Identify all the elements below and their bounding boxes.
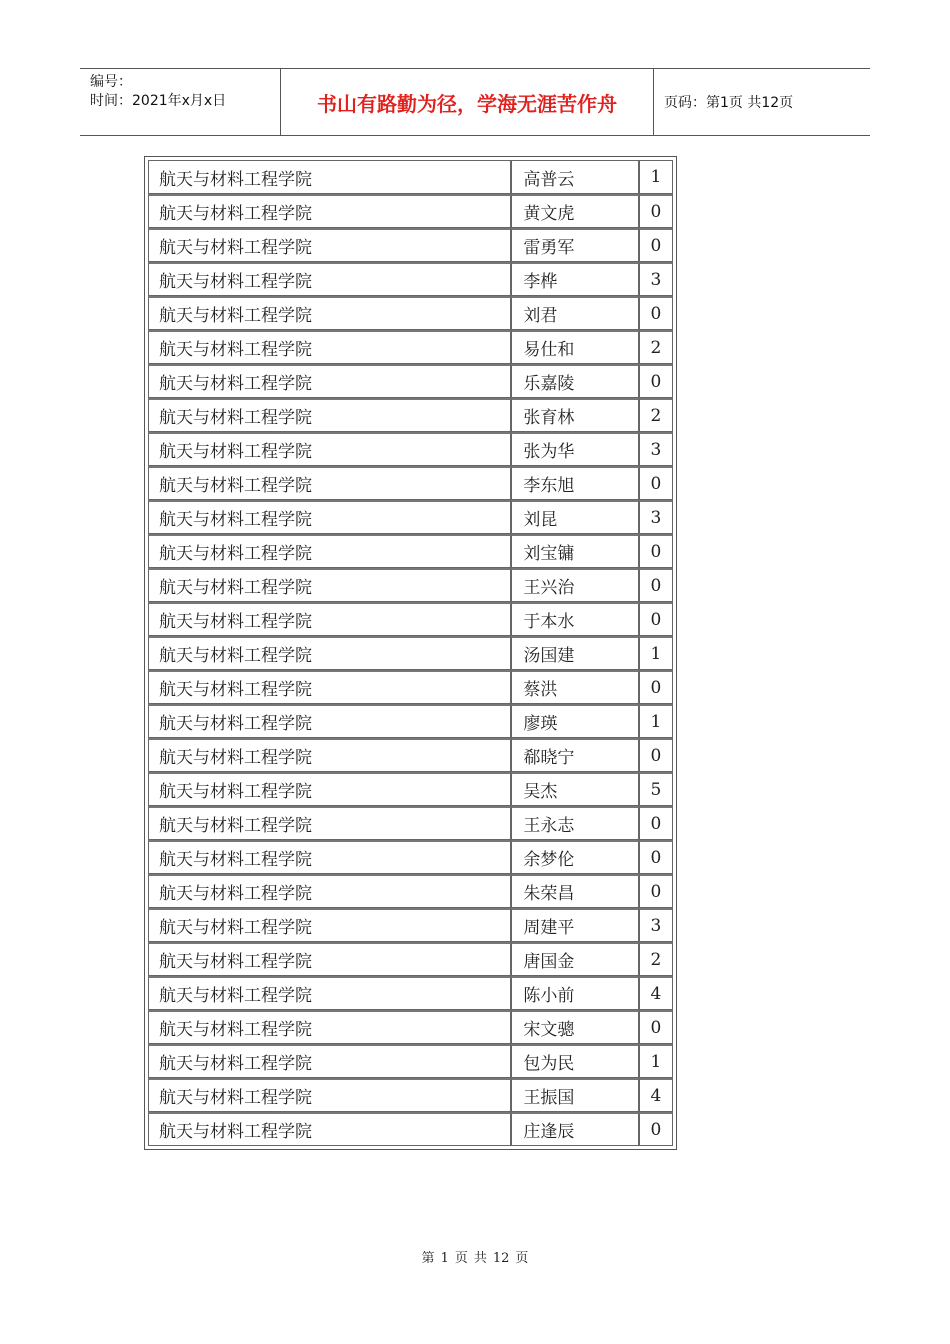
college-cell: 航天与材料工程学院 — [148, 806, 511, 840]
college-cell: 航天与材料工程学院 — [148, 364, 511, 398]
college-cell: 航天与材料工程学院 — [148, 568, 511, 602]
footer-ye2: 页 — [515, 1251, 529, 1266]
count-cell: 0 — [639, 874, 673, 908]
page-header — [80, 68, 870, 136]
table-row — [148, 636, 673, 670]
count-cell: 0 — [639, 228, 673, 262]
table-row — [148, 1078, 673, 1112]
count-cell: 0 — [639, 534, 673, 568]
name-cell: 刘君 — [511, 296, 638, 330]
name-cell: 黄文虎 — [511, 194, 638, 228]
college-cell: 航天与材料工程学院 — [148, 296, 511, 330]
name-cell: 王振国 — [511, 1078, 638, 1112]
college-cell: 航天与材料工程学院 — [148, 194, 511, 228]
name-cell: 朱荣昌 — [511, 874, 638, 908]
college-cell: 航天与材料工程学院 — [148, 398, 511, 432]
college-cell: 航天与材料工程学院 — [148, 160, 511, 194]
count-cell: 0 — [639, 670, 673, 704]
college-cell: 航天与材料工程学院 — [148, 942, 511, 976]
table-row — [148, 602, 673, 636]
table-row — [148, 704, 673, 738]
count-cell: 0 — [639, 602, 673, 636]
count-cell: 0 — [639, 738, 673, 772]
table-row — [148, 160, 673, 194]
college-cell: 航天与材料工程学院 — [148, 500, 511, 534]
college-cell: 航天与材料工程学院 — [148, 772, 511, 806]
table-row — [148, 194, 673, 228]
count-cell: 0 — [639, 806, 673, 840]
college-cell: 航天与材料工程学院 — [148, 976, 511, 1010]
college-cell: 航天与材料工程学院 — [148, 602, 511, 636]
count-cell: 0 — [639, 1010, 673, 1044]
count-cell: 0 — [639, 466, 673, 500]
count-cell: 3 — [639, 908, 673, 942]
name-cell: 周建平 — [511, 908, 638, 942]
name-cell: 吴杰 — [511, 772, 638, 806]
table-row — [148, 330, 673, 364]
count-cell: 4 — [639, 976, 673, 1010]
count-cell: 1 — [639, 636, 673, 670]
table-row — [148, 262, 673, 296]
count-cell: 1 — [639, 704, 673, 738]
table-row — [148, 398, 673, 432]
college-cell: 航天与材料工程学院 — [148, 738, 511, 772]
name-cell: 唐国金 — [511, 942, 638, 976]
college-cell: 航天与材料工程学院 — [148, 1044, 511, 1078]
header-page-info: 页码：第1页 共12页 — [664, 95, 794, 111]
name-cell: 李东旭 — [511, 466, 638, 500]
count-cell: 1 — [639, 160, 673, 194]
data-table — [148, 160, 673, 1146]
name-cell: 于本水 — [511, 602, 638, 636]
count-cell: 0 — [639, 840, 673, 874]
table-row — [148, 534, 673, 568]
header-motto: 书山有路勤为径，学海无涯苦作舟 — [281, 69, 654, 135]
table-row — [148, 500, 673, 534]
table-row — [148, 772, 673, 806]
name-cell: 张为华 — [511, 432, 638, 466]
name-cell: 刘宝镛 — [511, 534, 638, 568]
table-row — [148, 942, 673, 976]
college-cell: 航天与材料工程学院 — [148, 534, 511, 568]
table-row — [148, 976, 673, 1010]
college-cell: 航天与材料工程学院 — [148, 908, 511, 942]
name-cell: 张育林 — [511, 398, 638, 432]
name-cell: 易仕和 — [511, 330, 638, 364]
count-cell: 0 — [639, 1112, 673, 1146]
table-row — [148, 874, 673, 908]
table-row — [148, 670, 673, 704]
number-label: 编号： — [90, 74, 132, 90]
footer-total: 12 — [492, 1251, 510, 1266]
table-row — [148, 1112, 673, 1146]
name-cell: 陈小前 — [511, 976, 638, 1010]
name-cell: 蔡洪 — [511, 670, 638, 704]
name-cell: 王兴治 — [511, 568, 638, 602]
name-cell: 包为民 — [511, 1044, 638, 1078]
count-cell: 2 — [639, 398, 673, 432]
name-cell: 李桦 — [511, 262, 638, 296]
count-cell: 0 — [639, 296, 673, 330]
table-row — [148, 908, 673, 942]
count-cell: 0 — [639, 568, 673, 602]
college-cell: 航天与材料工程学院 — [148, 1010, 511, 1044]
footer-ye: 页 — [454, 1251, 468, 1266]
footer-page-num: 1 — [440, 1251, 449, 1266]
count-cell: 5 — [639, 772, 673, 806]
count-cell: 1 — [639, 1044, 673, 1078]
college-cell: 航天与材料工程学院 — [148, 330, 511, 364]
count-cell: 2 — [639, 942, 673, 976]
name-cell: 宋文骢 — [511, 1010, 638, 1044]
table-row — [148, 432, 673, 466]
count-cell: 4 — [639, 1078, 673, 1112]
name-cell: 庄逢辰 — [511, 1112, 638, 1146]
count-cell: 3 — [639, 262, 673, 296]
name-cell: 高普云 — [511, 160, 638, 194]
table-row — [148, 466, 673, 500]
footer-di: 第 — [421, 1251, 435, 1266]
college-cell: 航天与材料工程学院 — [148, 874, 511, 908]
name-cell: 刘昆 — [511, 500, 638, 534]
college-cell: 航天与材料工程学院 — [148, 432, 511, 466]
table-row — [148, 1010, 673, 1044]
table-row — [148, 228, 673, 262]
college-cell: 航天与材料工程学院 — [148, 636, 511, 670]
college-cell: 航天与材料工程学院 — [148, 466, 511, 500]
count-cell: 3 — [639, 500, 673, 534]
college-cell: 航天与材料工程学院 — [148, 1112, 511, 1146]
table-row — [148, 806, 673, 840]
college-cell: 航天与材料工程学院 — [148, 228, 511, 262]
count-cell: 0 — [639, 364, 673, 398]
table-row — [148, 738, 673, 772]
college-cell: 航天与材料工程学院 — [148, 840, 511, 874]
college-cell: 航天与材料工程学院 — [148, 704, 511, 738]
time-label: 时间：2021年x月x日 — [90, 93, 227, 109]
name-cell: 乐嘉陵 — [511, 364, 638, 398]
name-cell: 王永志 — [511, 806, 638, 840]
name-cell: 廖瑛 — [511, 704, 638, 738]
table-row — [148, 364, 673, 398]
table-row — [148, 568, 673, 602]
data-table-body — [148, 160, 673, 1146]
count-cell: 3 — [639, 432, 673, 466]
table-row — [148, 296, 673, 330]
footer-gong: 共 — [473, 1251, 487, 1266]
count-cell: 2 — [639, 330, 673, 364]
name-cell: 郗晓宁 — [511, 738, 638, 772]
college-cell: 航天与材料工程学院 — [148, 1078, 511, 1112]
header-meta — [80, 69, 281, 135]
data-table-frame — [144, 156, 677, 1150]
page-footer — [0, 1247, 950, 1266]
table-row — [148, 840, 673, 874]
college-cell: 航天与材料工程学院 — [148, 670, 511, 704]
college-cell: 航天与材料工程学院 — [148, 262, 511, 296]
count-cell: 0 — [639, 194, 673, 228]
table-row — [148, 1044, 673, 1078]
name-cell: 汤国建 — [511, 636, 638, 670]
name-cell: 雷勇军 — [511, 228, 638, 262]
name-cell: 余梦伦 — [511, 840, 638, 874]
